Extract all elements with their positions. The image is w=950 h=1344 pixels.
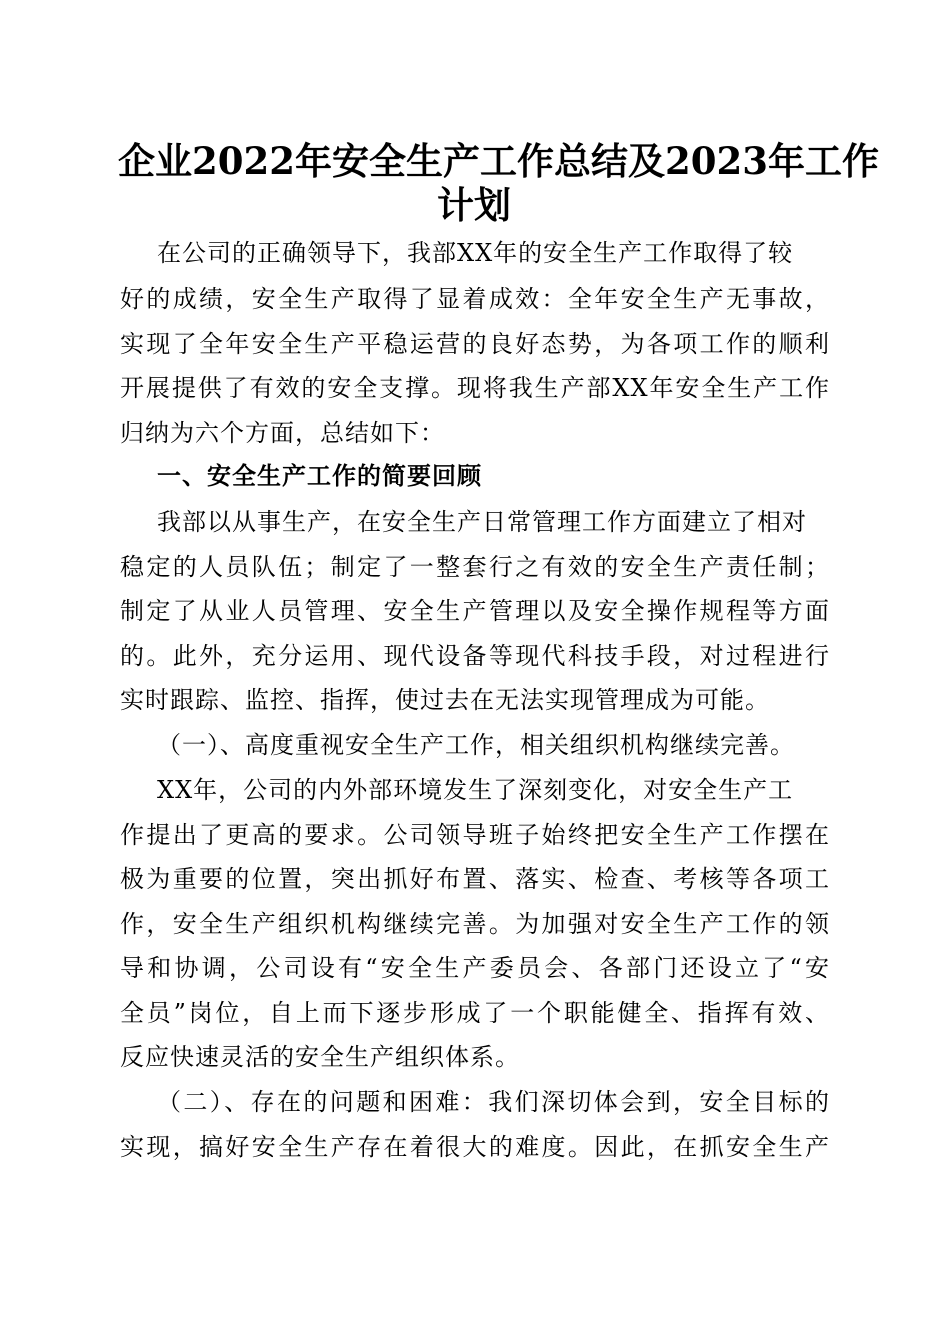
paragraph-line: 实现了全年安全生产平稳运营的良好态势，为各项工作的顺利 — [120, 330, 830, 358]
paragraph-line: XX年，公司的内外部环境发生了深刻变化，对安全生产工 — [157, 776, 794, 804]
paragraph-line: 归纳为六个方面，总结如下： — [120, 419, 445, 447]
paragraph-line: 极为重要的位置，突出抓好布置、落实、检查、考核等各项工 — [120, 865, 830, 893]
paragraph-line: 好的成绩，安全生产取得了显着成效：全年安全生产无事故， — [120, 285, 830, 313]
paragraph-line: 稳定的人员队伍；制定了一整套行之有效的安全生产责任制； — [120, 553, 830, 581]
paragraph-line: 导和协调，公司设有“安全生产委员会、各部门还设立了“安 — [120, 954, 830, 982]
paragraph-line: 我部以从事生产，在安全生产日常管理工作方面建立了相对 — [157, 508, 807, 536]
section-heading: 一、安全生产工作的简要回顾 — [157, 462, 482, 490]
document-title-line-2: 计划 — [437, 183, 511, 227]
paragraph-line: 实时跟踪、监控、指挥，使过去在无法实现管理成为可能。 — [120, 686, 770, 714]
paragraph-line: 开展提供了有效的安全支撑。现将我生产部XX年安全生产工作 — [120, 374, 830, 402]
paragraph-line: 的。此外，充分运用、现代设备等现代科技手段，对过程进行 — [120, 642, 830, 670]
subsection-heading: （二）、存在的问题和困难：我们深切体会到，安全目标的 — [157, 1088, 830, 1116]
paragraph-line: 实现，搞好安全生产存在着很大的难度。因此，在抓安全生产 — [120, 1133, 830, 1161]
paragraph-line: 在公司的正确领导下，我部XX年的安全生产工作取得了较 — [157, 239, 794, 267]
subsection-heading: （一）、高度重视安全生产工作，相关组织机构继续完善。 — [157, 731, 795, 759]
document-title-line-1: 企业2022年安全生产工作总结及2023年工作 — [118, 139, 879, 183]
paragraph-line: 反应快速灵活的安全生产组织体系。 — [120, 1043, 520, 1071]
paragraph-line: 全员”岗位，自上而下逐步形成了一个职能健全、指挥有效、 — [120, 999, 830, 1027]
paragraph-line: 制定了从业人员管理、安全生产管理以及安全操作规程等方面 — [120, 597, 830, 625]
paragraph-line: 作，安全生产组织机构继续完善。为加强对安全生产工作的领 — [120, 910, 830, 938]
paragraph-line: 作提出了更高的要求。公司领导班子始终把安全生产工作摆在 — [120, 821, 830, 849]
